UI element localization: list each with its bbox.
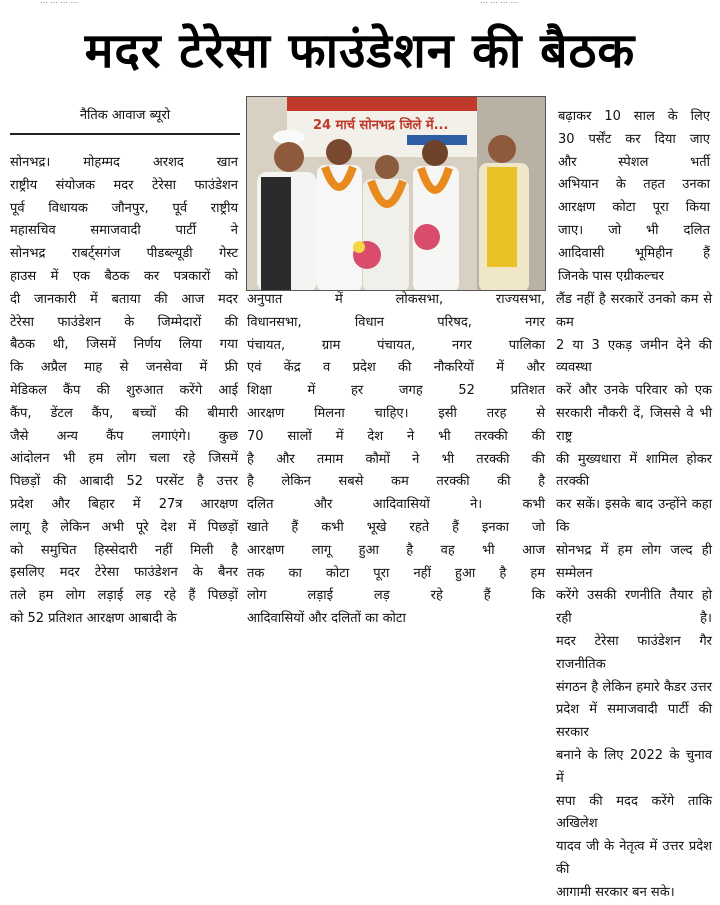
article-line: 30 पर्सेंट कर दिया जाए — [558, 131, 710, 147]
article-line: पूर्व विधायक जौनपुर, पूर्व राष्ट्रीय — [10, 200, 238, 216]
article-line: आदिवासी भूमिहीन हैं — [558, 245, 710, 261]
article-line: 2 या 3 एकड़ जमीन देने की व्यवस्था — [556, 337, 712, 376]
byline-divider — [10, 133, 240, 135]
meeting-photo-illustration — [247, 97, 546, 291]
article-line: करें और उनके परिवार को एक — [556, 383, 712, 399]
article-line: सोनभद्र राबर्ट्सगंज पीडब्ल्यूडी गेस्ट — [10, 246, 238, 262]
article-line: विधानसभा, विधान परिषद, नगर — [247, 314, 545, 330]
article-line: को 52 प्रतिशत आरक्षण आबादी के — [10, 610, 177, 626]
article-line: लोग लड़ाई लड़ रहे हैं कि — [247, 588, 545, 604]
article-line: अभियान के तहत उनका — [558, 177, 710, 193]
article-line: को समुचित हिस्सेदारी नहीं मिली है — [10, 542, 238, 558]
article-line: आरक्षण कोटा पूरा किया — [558, 200, 710, 216]
article-line: दलित और आदिवासियों ने। कभी — [247, 497, 545, 513]
article-line: मेडिकल कैंप की शुरुआत करेंगे आई — [10, 382, 238, 398]
article-line: महासचिव समाजवादी पार्टी ने — [10, 223, 238, 239]
article-line: सोनभद्र में हम लोग जल्द ही सम्मेलन — [556, 542, 712, 581]
article-line: आंदोलन भी हम लोग चला रहे जिसमें — [10, 451, 238, 467]
article-line: हाउस में एक बैठक कर पत्रकारों को — [10, 268, 238, 284]
article-line: एवं केंद्र व प्रदेश की नौकरियों में और — [247, 360, 545, 376]
article-line: कि अप्रैल माह से जनसेवा में फ्री — [10, 360, 238, 376]
article-line: कैंप, डेंटल कैंप, बच्चों की बीमारी — [10, 405, 238, 421]
article-column-1 — [10, 152, 238, 631]
article-line: तले हम लोग लड़ाई लड़ रहे हैं पिछड़ों — [10, 588, 238, 604]
article-line: लैंड नहीं है सरकारें उनको कम से कम — [556, 292, 712, 330]
article-column-3 — [556, 289, 712, 905]
byline: नैतिक आवाज ब्यूरो — [79, 108, 171, 123]
article-line: आदिवासियों और दलितों का कोटा — [247, 611, 406, 627]
article-line: मदर टेरेसा फाउंडेशन गैर राजनीतिक — [556, 633, 712, 672]
article-line: इसलिए मदर टेरेसा फाउंडेशन के बैनर — [10, 565, 238, 581]
article-line: टेरेसा फाउंडेशन के जिम्मेदारों की — [10, 314, 238, 330]
article-line: सपा की मदद करेंगे ताकि अखिलेश — [556, 793, 712, 832]
article-line: तक का कोटा पूरा नहीं हुआ है हम — [247, 565, 545, 581]
article-line: पिछड़ों की आबादी 52 परसेंट है उत्तर — [10, 474, 238, 490]
article-line: शिक्षा में हर जगह 52 प्रतिशत — [247, 383, 545, 399]
article-line: प्रदेश में समाजवादी पार्टी की सरकार — [556, 702, 712, 741]
article-line: सरकारी नौकरी दें, जिससे वे भी राष्ट्र — [556, 405, 712, 444]
article-line: दी जानकारी में बताया की आज मदर — [10, 291, 238, 307]
article-line: प्रदेश और बिहार में 27त्र आरक्षण — [10, 496, 238, 512]
article-line: है और तमाम कौमों ने भी तरक्की की — [247, 451, 545, 467]
article-line: है लेकिन सबसे कम तरक्की की है — [247, 474, 545, 490]
article-line: खाते हैं कभी भूखे रहते हैं इनका जो — [247, 519, 545, 535]
article-line: और स्पेशल भर्ती — [558, 154, 710, 170]
top-strip-right: ... ... ... ... — [480, 0, 519, 5]
article-line: जिनके पास एग्रीकल्चर — [558, 268, 664, 284]
article-line: बनाने के लिए 2022 के चुनाव में — [556, 747, 712, 786]
article-line: आगामी सरकार बन सके। — [556, 884, 675, 900]
article-line: आरक्षण मिलना चाहिए। इसी तरह से — [247, 405, 545, 421]
news-photo — [246, 96, 546, 291]
article-line: राष्ट्रीय संयोजक मदर टेरेसा फाउंडेशन — [10, 177, 238, 193]
article-line: आरक्षण लागू हुआ है वह भी आज — [247, 542, 545, 558]
article-column-3-top — [558, 106, 710, 288]
article-column-2 — [247, 289, 545, 631]
article-line: सोनभद्र। मोहम्मद अरशद खान — [10, 155, 238, 170]
article-line: की मुख्यधारा में शामिल होकर तरक्की — [556, 451, 712, 490]
article-line: करेंगे उसकी रणनीति तैयार हो रही है। — [556, 588, 712, 627]
previous-page-strip — [0, 0, 720, 8]
article-line: बढ़ाकर 10 साल के लिए — [558, 109, 710, 124]
article-line: जाए। जो भी दलित — [558, 222, 710, 238]
article-line: यादव जी के नेतृत्व में उत्तर प्रदेश की — [556, 839, 712, 877]
headline: मदर टेरेसा फाउंडेशन की बैठक — [84, 23, 636, 79]
article-line: अनुपात में लोकसभा, राज्यसभा, — [247, 292, 545, 307]
photo-banner-text: 24 मार्च सोनभद्र जिले में... — [313, 118, 449, 133]
article-line: कर सकें। इसके बाद उन्होंने कहा कि — [556, 497, 712, 535]
article-line: पंचायत, ग्राम पंचायत, नगर पालिका — [247, 337, 545, 353]
article-line: संगठन है लेकिन हमारे कैडर उत्तर — [556, 679, 712, 695]
top-strip-left: ... ... ... ... — [40, 0, 79, 5]
article-line: 70 सालों में देश ने भी तरक्की की — [247, 428, 545, 444]
article-line: बैठक थी, जिसमें निर्णय लिया गया — [10, 337, 238, 353]
article-line: जैसे अन्य कैंप लगाएंगे। कुछ — [10, 428, 238, 444]
article-line: लागू है लेकिन अभी पूरे देश में पिछड़ों — [10, 519, 238, 535]
